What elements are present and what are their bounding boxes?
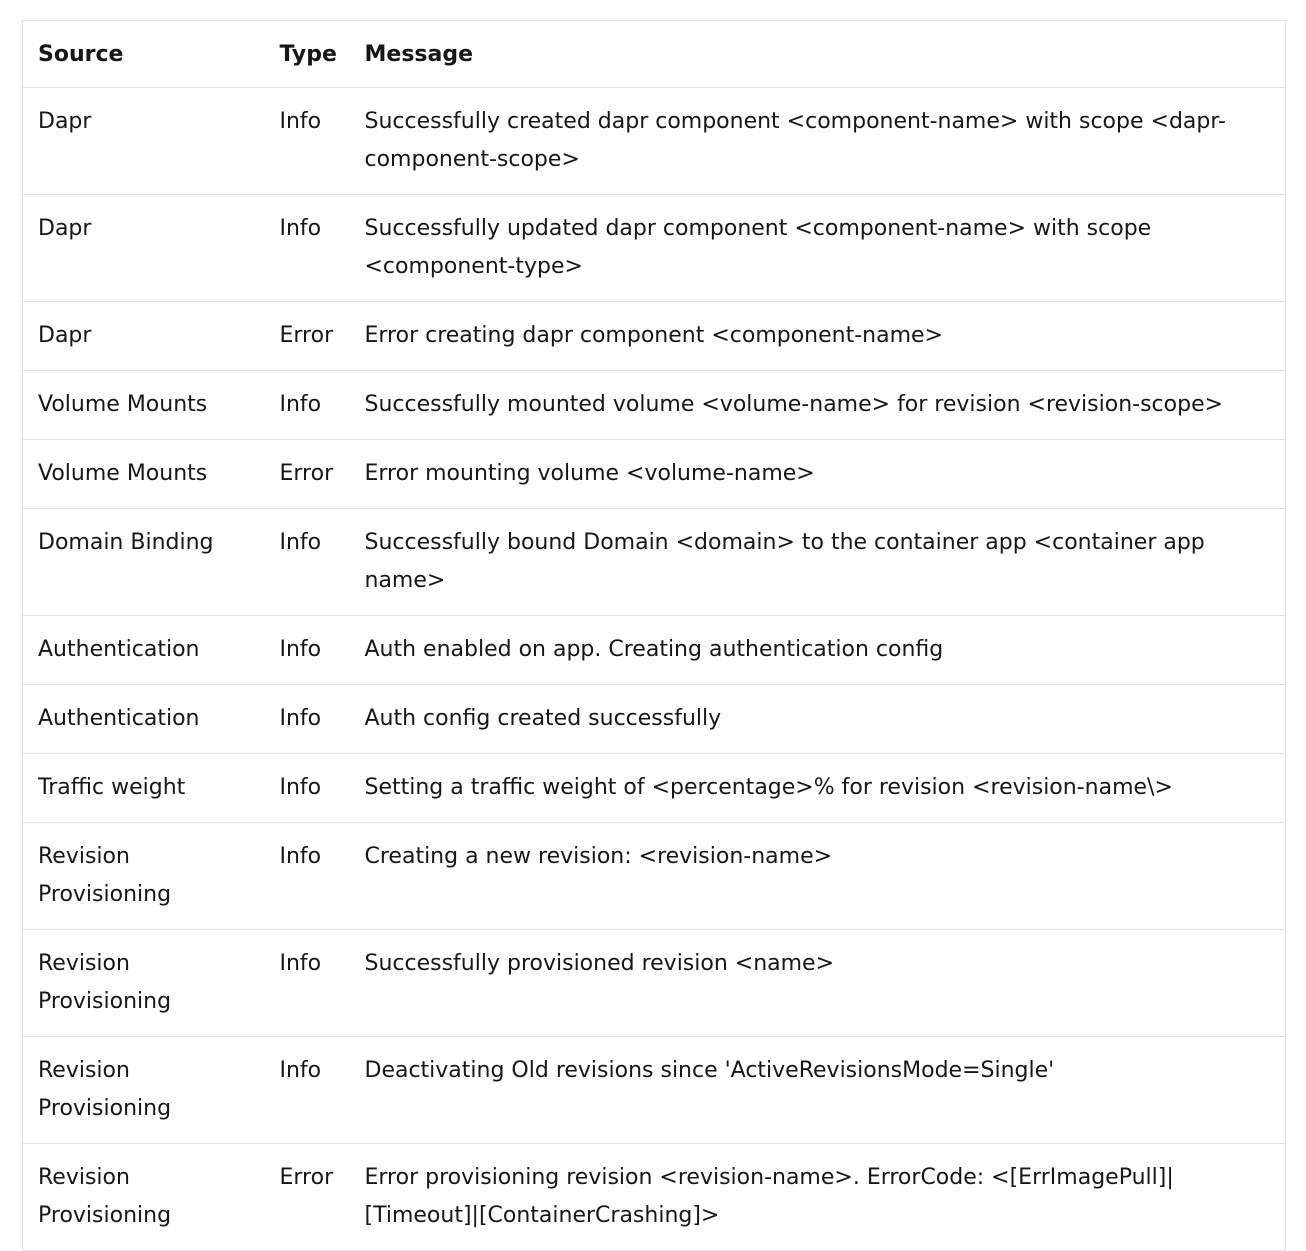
cell-type: Error — [279, 1165, 334, 1190]
cell-message: Successfully mounted volume <volume-name> for revision <revision-scope> — [364, 392, 1224, 417]
table-row — [23, 88, 1286, 195]
cell-message: Error creating dapr component <component-name> — [364, 323, 943, 348]
events-table-container — [22, 20, 1286, 1251]
table-header — [23, 21, 1286, 88]
cell-message: Successfully created dapr component <component-name> with scope <dapr-component-scope> — [364, 109, 1226, 172]
table-row — [23, 754, 1286, 823]
cell-message: Error provisioning revision <revision-name>. ErrorCode: <[ErrImagePull]|[Timeout]|[ContainerCrashing]> — [364, 1165, 1174, 1228]
cell-type: Info — [279, 1058, 322, 1083]
cell-type: Info — [279, 530, 322, 555]
cell-source: Volume Mounts — [38, 392, 208, 417]
table-row — [23, 823, 1286, 930]
cell-source: Dapr — [38, 109, 92, 134]
table-row — [23, 616, 1286, 685]
cell-message: Successfully provisioned revision <name> — [364, 951, 835, 976]
table-row — [23, 195, 1286, 302]
header-message: Message — [364, 42, 474, 67]
cell-type: Info — [279, 637, 322, 662]
cell-message: Setting a traffic weight of <percentage>% for revision <revision-name\> — [364, 775, 1173, 800]
cell-source: Revision Provisioning — [38, 844, 172, 907]
cell-source: Domain Binding — [38, 530, 214, 555]
header-type: Type — [279, 42, 337, 67]
cell-source: Revision Provisioning — [38, 951, 172, 1014]
cell-source: Revision Provisioning — [38, 1058, 172, 1121]
cell-source: Authentication — [38, 706, 200, 731]
cell-message: Auth config created successfully — [364, 706, 722, 731]
cell-type: Info — [279, 216, 322, 241]
cell-type: Info — [279, 706, 322, 731]
cell-source: Traffic weight — [38, 775, 186, 800]
cell-type: Info — [279, 109, 322, 134]
table-row — [23, 440, 1286, 509]
cell-message: Error mounting volume <volume-name> — [364, 461, 815, 486]
cell-message: Successfully bound Domain <domain> to the container app <container app name> — [364, 530, 1205, 593]
cell-type: Info — [279, 392, 322, 417]
table-row — [23, 371, 1286, 440]
table-row — [23, 1144, 1286, 1251]
table-row — [23, 509, 1286, 616]
table-row — [23, 1037, 1286, 1144]
cell-type: Error — [279, 461, 334, 486]
events-table — [22, 20, 1286, 1251]
cell-type: Info — [279, 951, 322, 976]
cell-source: Dapr — [38, 323, 92, 348]
cell-type: Info — [279, 844, 322, 869]
cell-message: Creating a new revision: <revision-name> — [364, 844, 833, 869]
table-row — [23, 302, 1286, 371]
table-body — [23, 88, 1286, 1251]
cell-type: Info — [279, 775, 322, 800]
cell-message: Auth enabled on app. Creating authentication config — [364, 637, 944, 662]
cell-source: Revision Provisioning — [38, 1165, 172, 1228]
header-row — [23, 21, 1286, 88]
cell-source: Dapr — [38, 216, 92, 241]
cell-type: Error — [279, 323, 334, 348]
table-row — [23, 685, 1286, 754]
cell-message: Successfully updated dapr component <component-name> with scope <component-type> — [364, 216, 1152, 279]
cell-message: Deactivating Old revisions since 'ActiveRevisionsMode=Single' — [364, 1058, 1055, 1083]
header-source: Source — [38, 42, 124, 67]
cell-source: Volume Mounts — [38, 461, 208, 486]
cell-source: Authentication — [38, 637, 200, 662]
table-row — [23, 930, 1286, 1037]
